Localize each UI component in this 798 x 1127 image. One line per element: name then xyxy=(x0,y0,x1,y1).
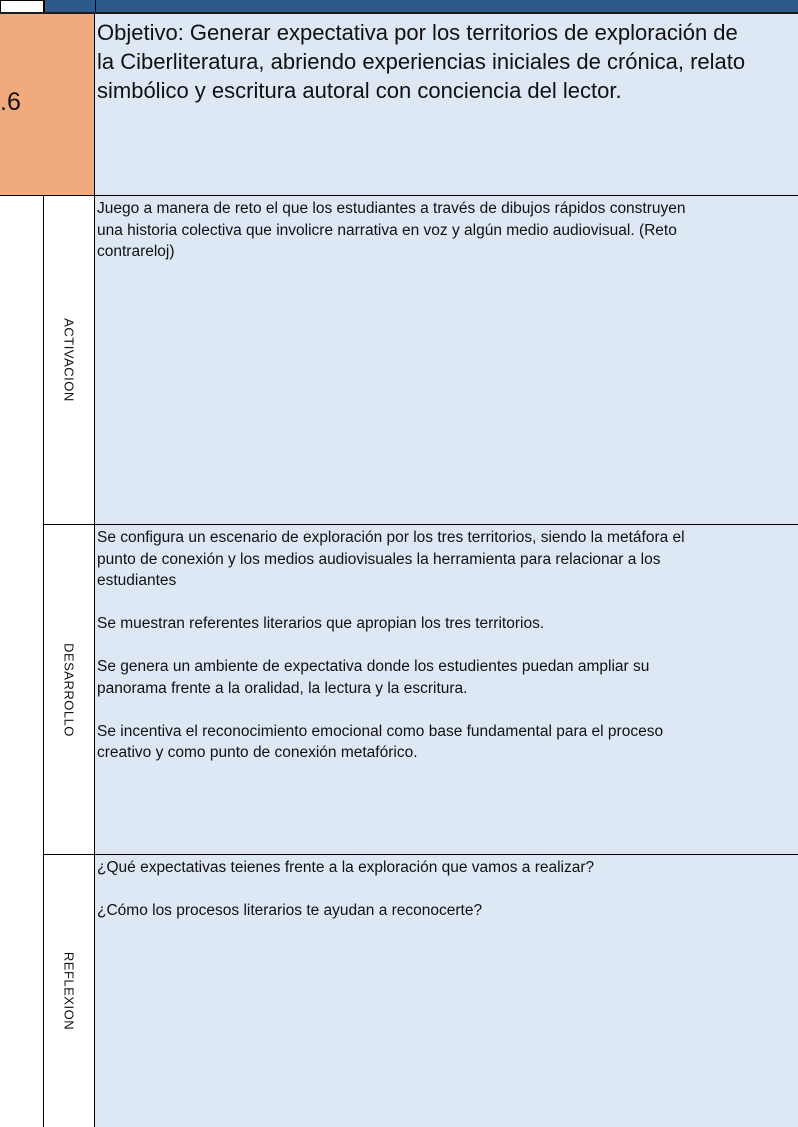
activacion-line: contrareloj) xyxy=(97,243,175,260)
activacion-line: Juego a manera de reto el que los estudiantes a través de dibujos rápidos construyen xyxy=(97,200,686,217)
desarrollo-line: estudiantes xyxy=(97,572,177,589)
desarrollo-paragraph xyxy=(97,527,796,592)
phase-label-cell-activacion xyxy=(44,196,95,525)
left-blank-column xyxy=(0,196,44,1127)
desarrollo-paragraph xyxy=(97,721,796,764)
desarrollo-line: punto de conexión y los medios audiovisuales la herramienta para relacionar a los xyxy=(97,550,661,568)
reflexion-question: ¿Cómo los procesos literarios te ayudan a reconocerte? xyxy=(97,902,483,919)
phase-label-desarrollo: DESARROLLO xyxy=(61,642,77,737)
phase-content-activacion xyxy=(95,196,798,525)
phase-label-cell-desarrollo xyxy=(44,525,95,855)
phase-label-reflexion: REFLEXION xyxy=(61,951,77,1031)
activacion-paragraph xyxy=(97,198,796,263)
desarrollo-line: Se incentiva el reconocimiento emocional como base fundamental para el proceso xyxy=(97,722,664,740)
desarrollo-line: panorama frente a la oralidad, la lectura y la escritura. xyxy=(97,679,468,697)
objective-cell xyxy=(95,14,798,196)
reflexion-question: ¿Qué expectativas teienes frente a la exploración que vamos a realizar? xyxy=(97,859,595,876)
desarrollo-paragraph xyxy=(97,613,796,635)
desarrollo-line: Se genera un ambiente de expectativa donde los estudientes puedan ampliar su xyxy=(97,658,650,675)
desarrollo-line: Se configura un escenario de exploración por los tres territorios, siendo la metáfora el xyxy=(97,529,685,546)
objective-line: la Ciberliteratura, abriendo experiencias iniciales de crónica, relato xyxy=(97,49,746,74)
desarrollo-line: creativo y como punto de conexión metafórico. xyxy=(97,744,418,761)
session-number: .6 xyxy=(0,88,21,116)
session-number-cell xyxy=(0,14,95,196)
phase-label-cell-reflexion xyxy=(44,855,95,1127)
objective-line: Objetivo: Generar expectativa por los territorios de exploración de xyxy=(97,20,738,45)
phase-content-desarrollo xyxy=(95,525,798,855)
desarrollo-paragraph xyxy=(97,656,796,699)
desarrollo-line: Se muestran referentes literarios que apropian los tres territorios. xyxy=(97,615,545,632)
phase-content-reflexion xyxy=(95,855,798,1127)
phase-label-activacion: ACTIVACION xyxy=(61,318,77,402)
objective-line: simbólico y escritura autoral con conciencia del lector. xyxy=(97,78,622,103)
activacion-line: una historia colectiva que involicre narrativa en voz y algún medio audiovisual. (Reto xyxy=(97,221,677,239)
objective-text xyxy=(97,18,798,105)
